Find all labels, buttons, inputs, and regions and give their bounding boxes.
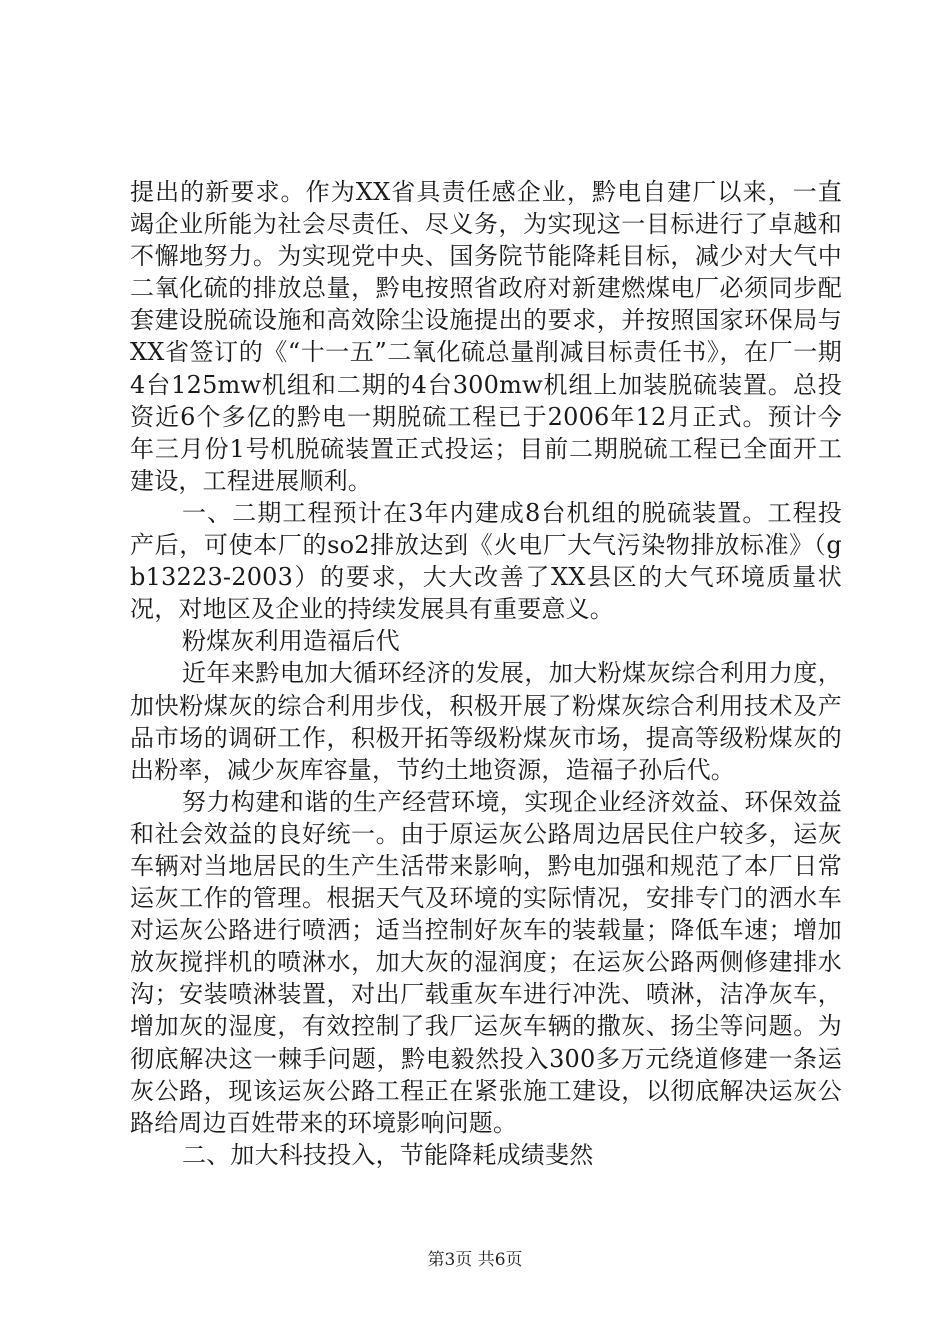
document-body <box>130 176 842 1171</box>
paragraph-fly-ash: 近年来黔电加大循环经济的发展，加大粉煤灰综合利用力度，加快粉煤灰的综合利用步伐，积极开展了粉煤灰综合利用技术及产品市场的调研工作，积极开拓等级粉煤灰市场，提高等级粉煤灰的出粉率，减少灰库容量，节约土地资源，造福子孙后代。 <box>130 659 842 784</box>
page-number-footer: 第3页 共6页 <box>427 1250 523 1270</box>
paragraph-intro: 提出的新要求。作为XX省具责任感企业，黔电自建厂以来，一直竭企业所能为社会尽责任、尽义务，为实现这一目标进行了卓越和不懈地努力。为实现党中央、国务院节能降耗目标，减少对大气中二氧化硫的排放总量，黔电按照省政府对新建燃煤电厂必须同步配套建设脱硫设施和高效除尘设施提出的要求，并按照国家环保局与XX省签订的《“十一五”二氧化硫总量削减目标责任书》，在厂一期4台125mw机组和二期的4台300mw机组上加装脱硫装置。总投资近6个多亿的黔电一期脱硫工程已于2006年12月正式。预计今年三月份1号机脱硫装置正式投运；目前二期脱硫工程已全面开工建设，工程进展顺利。 <box>130 178 842 495</box>
paragraph-desulfurization: 一、二期工程预计在3年内建成8台机组的脱硫装置。工程投产后，可使本厂的so2排放达到《火电厂大气污染物排放标准》（gb13223-2003）的要求，大大改善了XX县区的大气环境质量状况，对地区及企业的持续发展具有重要意义。 <box>130 498 842 624</box>
paragraph-ash-transport: 努力构建和谐的生产经营环境，实现企业经济效益、环保效益和社会效益的良好统一。由于原运灰公路周边居民住户较多，运灰车辆对当地居民的生产生活带来影响，黔电加强和规范了本厂日常运灰工作的管理。根据天气及环境的实际情况，安排专门的洒水车对运灰公路进行喷洒；适当控制好灰车的装载量；降低车速；增加放灰搅拌机的喷淋水，加大灰的湿润度；在运灰公路两侧修建排水沟；安装喷淋装置，对出厂载重灰车进行冲洗、喷淋，洁净灰车，增加灰的湿度，有效控制了我厂运灰车辆的撒灰、扬尘等问题。为彻底解决这一棘手问题，黔电毅然投入300多万元绕道修建一条运灰公路，现该运灰公路工程正在紧张施工建设，以彻底解决运灰公路给周边百姓带来的环境影响问题。 <box>130 787 842 1137</box>
section-heading-technology: 二、加大科技投入，节能降耗成绩斐然 <box>182 1140 594 1169</box>
section-heading-fly-ash: 粉煤灰利用造福后代 <box>182 627 400 656</box>
